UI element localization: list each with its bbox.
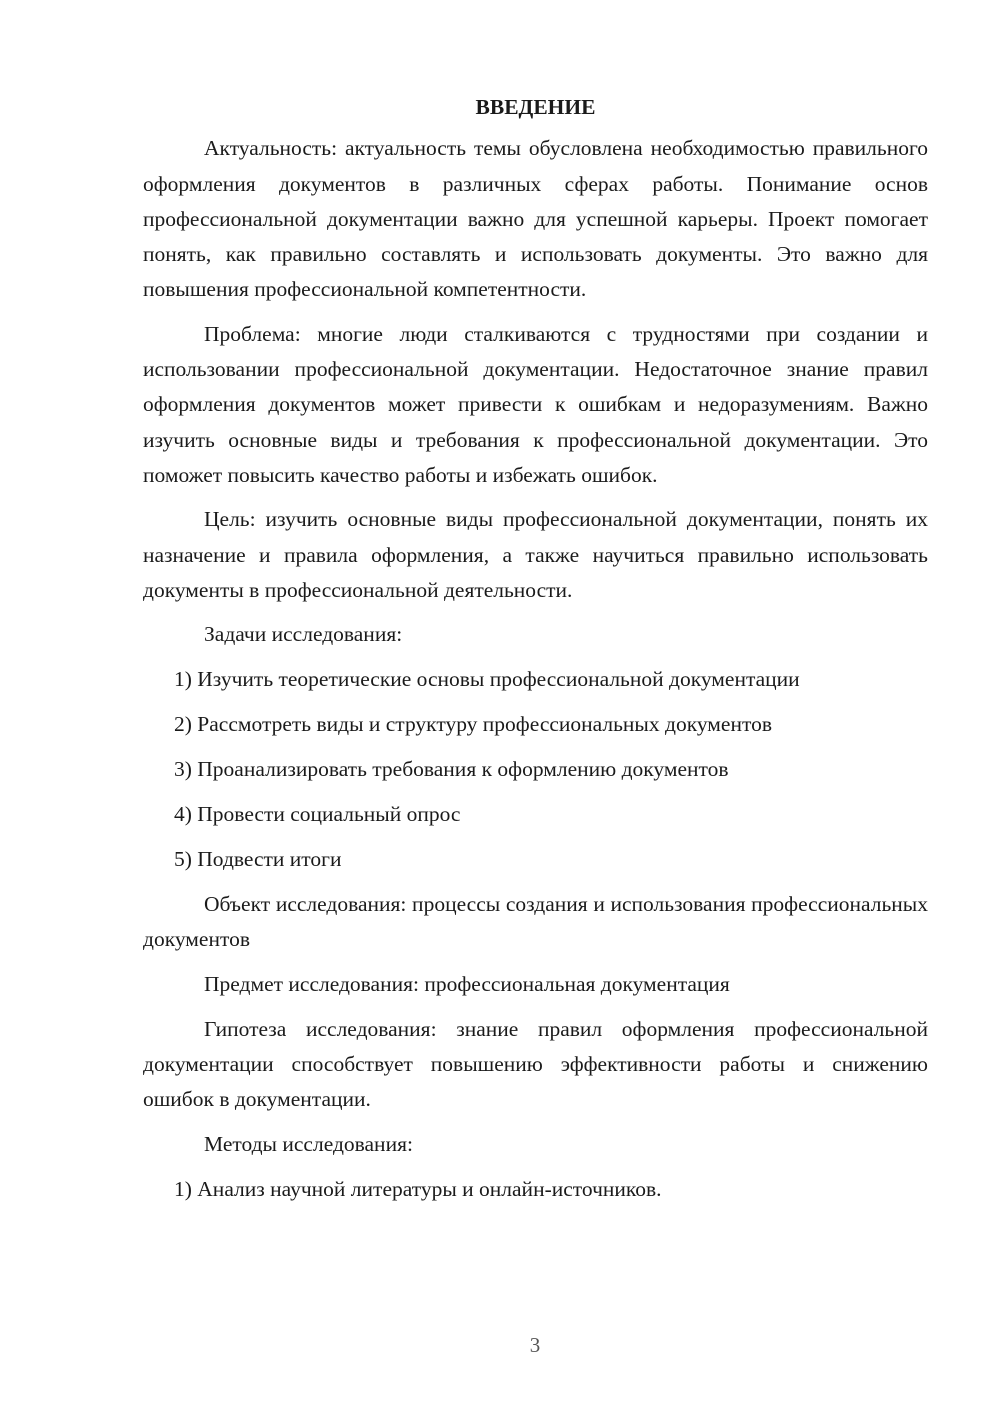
tasks-heading: Задачи исследования: (204, 622, 403, 647)
task-item-5: 5) Подвести итоги (174, 847, 342, 872)
page-title: ВВЕДЕНИЕ (475, 95, 596, 119)
task-item-4: 4) Провести социальный опрос (174, 802, 461, 827)
task-item-2: 2) Рассмотреть виды и структуру профессиональных документов (174, 712, 772, 737)
relevance-paragraph: Актуальность: актуальность темы обусловлена необходимостью правильного оформления документов в различных сферах работы. Понимание основ профессиональной документации важно для успешной карьеры. Проект помогает понять, как правильно составлять и использовать документы. Это важно для повышения профессиональной компетентности. (143, 136, 928, 302)
page-number: 3 (529, 1333, 541, 1357)
method-item-1: 1) Анализ научной литературы и онлайн-источников. (174, 1176, 662, 1201)
methods-heading: Методы исследования: (204, 1131, 413, 1156)
hypothesis-paragraph: Гипотеза исследования: знание правил оформления профессиональной документации способствует повышению эффективности работы и снижению ошибок в документации. (143, 1016, 928, 1112)
object-paragraph: Объект исследования: процессы создания и использования профессиональных документов (143, 892, 928, 952)
document-page (143, 90, 928, 1217)
subject-paragraph: Предмет исследования: профессиональная документация (204, 971, 730, 996)
task-item-1: 1) Изучить теоретические основы профессиональной документации (174, 667, 800, 692)
task-item-3: 3) Проанализировать требования к оформлению документов (174, 757, 729, 782)
problem-paragraph: Проблема: многие люди сталкиваются с трудностями при создании и использовании профессиональной документации. Недостаточное знание правил оформления документов может привести к ошибкам и недоразумениям. Важно изучить основные виды и требования к профессиональной документации. Это поможет повысить качество работы и избежать ошибок. (143, 321, 928, 487)
goal-paragraph: Цель: изучить основные виды профессиональной документации, понять их назначение и правила оформления, а также научиться правильно использовать документы в профессиональной деятельности. (143, 507, 928, 602)
